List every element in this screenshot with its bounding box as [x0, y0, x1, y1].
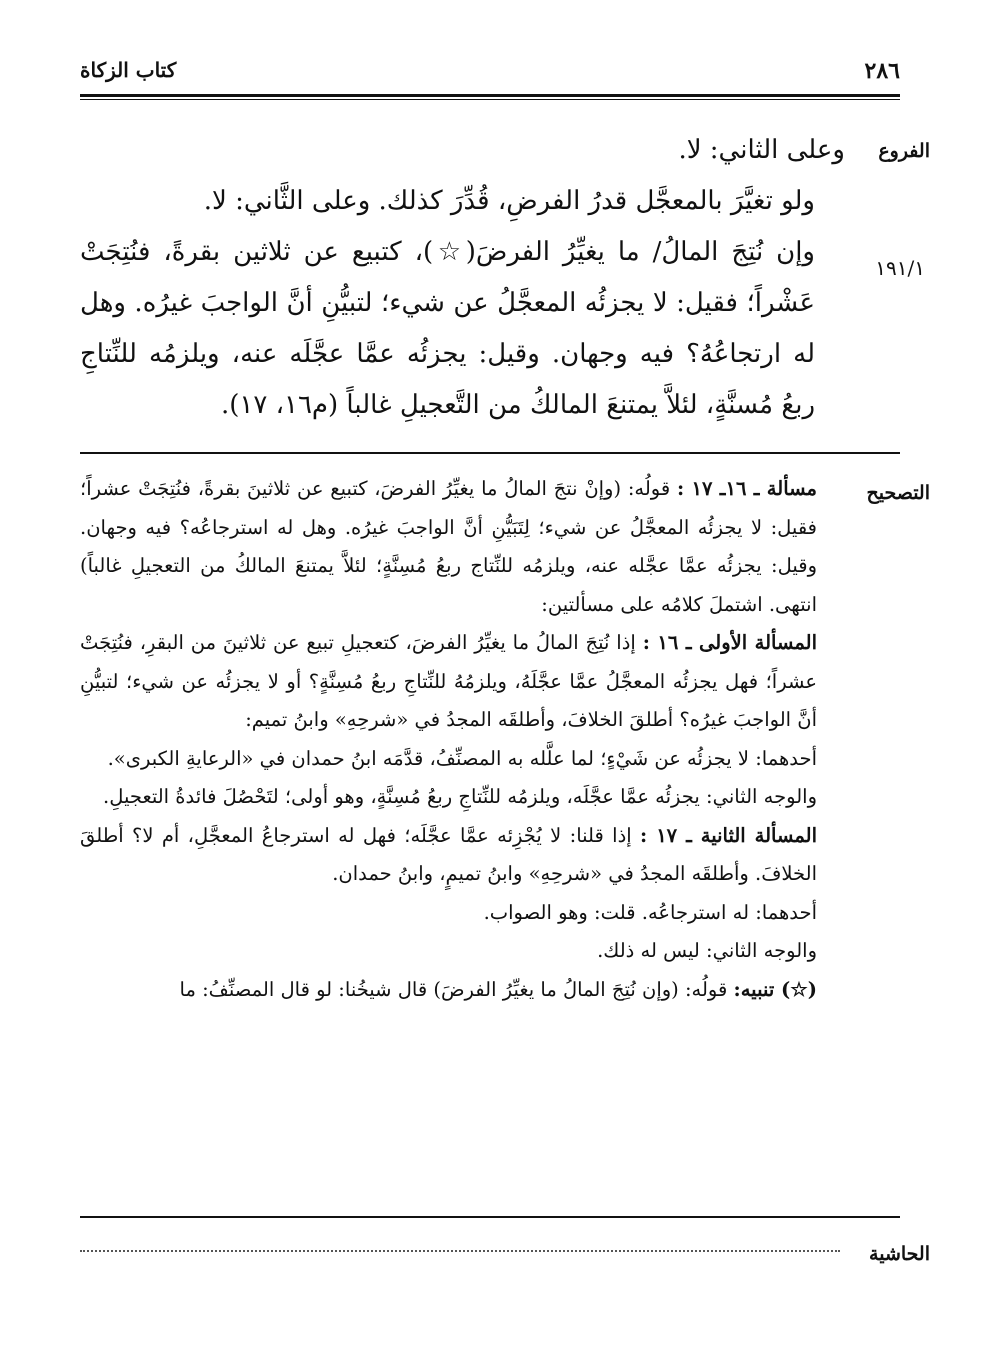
tashih-intro-body: قولُه: (وإنْ نتجَ المالُ ما يغيِّرُ الفرضَ، كتبيع عن ثلاثينَ بقرةً، فنُتِجَتْ عشراً؛ فقيل: لا يجزئُه المعجَّلُ عن شيء؛ لِتَبَيُّنِ أنَّ الواجبَ غيرُه. وهل له استرجاعُه؟ فيه وجهان. وقيل: يجزئُه عمَّا عجَّله عنه، ويلزمُه للنِّتاج ربعُ مُسِنَّةٍ؛ لئلاَّ يمتنعَ المالكُ من التعجيلِ غالباً) انتهى. اشتملَ كلامُه على مسألتين: — [80, 477, 817, 616]
tanbih-heading: (☆) تنبيه: — [733, 977, 817, 1001]
question-2-body: إذا قلنا: لا يُجْزِئه عمَّا عجَّلَه؛ فهل له استرجاعُ المعجَّلِ، أم لا؟ أطلقَ الخلافَ. وأطلقَه المجدُ في «شرحِهِ» وابنُ تميمٍ، وابنُ حمدان. — [80, 823, 817, 885]
question-2-answer-a: أحدهما: له استرجاعُه. قلت: وهو الصواب. — [483, 900, 817, 924]
tashih-question-1 — [80, 624, 845, 740]
tashih-text — [80, 470, 845, 1009]
tashih-question-2 — [80, 817, 845, 894]
margin-label-tashih: التصحيح — [866, 482, 930, 504]
page-number: ٢٨٦ — [864, 58, 900, 84]
section-divider — [80, 452, 900, 454]
page-header — [80, 52, 900, 92]
question-1-answer-b: والوجه الثاني: يجزئُه عمَّا عجَّلَه، ويلزمُه للنِّتاجِ ربعُ مُسِنَّةٍ، وهو أولى؛ لتَحْصُلَ فائدةُ التعجيلِ. — [103, 785, 817, 808]
margin-label-hashiya: الحاشية — [869, 1243, 930, 1265]
question-2-heading: المسألة الثانية ـ ١٧ : — [640, 823, 817, 847]
book-title: كتاب الزكاة — [80, 58, 177, 82]
main-paragraph-3: وإن نُتِجَ المالُ/ ما يغيِّرُ الفرضَ(☆)، كتبيع عن ثلاثين بقرةً، فنُتِجَتْ عَشْراً؛ فقيل: لا يجزئُه المعجَّلُ عن شيء؛ لتبيُّنِ أنَّ الواجبَ غيرُه. وهل له ارتجاعُهُ؟ فيه وجهان. وقيل: يجزئُه عمَّا عجَّلَه عنه، ويلزمُه للنِّتاجِ ربعُ مُسنَّةٍ، لئلاَّ يمتنعَ المالكُ من التَّعجيلِ غالباً (م١٦، ١٧). — [80, 237, 815, 420]
question-1-body: إذا نُتِجَ المالُ ما يغيِّرُ الفرضَ، كتعجيلِ تبيع عن ثلاثينَ من البقرِ، فنُتِجَتْ عشراً؛ فهل يجزئُه المعجَّلُ عمَّا عجَّلَهُ، ويلزمُهُ للنِّتاجِ ربعُ مُسِنَّةٍ؟ أو لا يجزئُه عن شيء؛ لتبيُّنِ أنَّ الواجبَ غيرُه؟ أطلقَ الخلافَ، وأطلقَه المجدُ في «شرحِهِ» وابنُ تميم: — [80, 631, 817, 731]
question-1-heading: المسألة الأولى ـ ١٦ : — [642, 631, 817, 654]
question-2-answer-b: والوجه الثاني: ليس له ذلك. — [597, 939, 817, 962]
footer-divider — [80, 1216, 900, 1218]
margin-page-ref: ١٩١/١ — [875, 256, 925, 280]
main-line-2: ولو تغيَّرَ بالمعجَّل قدرُ الفرضِ، قُدِّرَ كذلك. وعلى الثَّاني: لا. — [203, 186, 815, 216]
hashiya-dotted-line — [80, 1250, 840, 1252]
header-rule — [80, 94, 900, 97]
tanbih-body: قولُه: (وإن نُتِجَ المالُ ما يغيِّرُ الفرضَ) قال شيخُنا: لو قال المصنِّفُ: ما — [179, 977, 728, 1001]
tanbih-note — [80, 971, 845, 1010]
header-rule-thin — [80, 99, 900, 100]
tashih-intro-heading: مسألة ـ ١٦ـ ١٧ : — [676, 477, 817, 500]
main-line-1: وعلى الثاني: لا. — [678, 135, 845, 165]
tashih-intro — [80, 470, 845, 624]
main-text — [80, 125, 845, 431]
question-1-answer-a: أحدهما: لا يجزئُه عن شَيْءٍ؛ لما علَّله به المصنِّفُ، قدَّمَه ابنُ حمدان في «الرعايةِ الكبرى». — [107, 746, 817, 770]
margin-label-furu: الفروع — [878, 140, 930, 162]
